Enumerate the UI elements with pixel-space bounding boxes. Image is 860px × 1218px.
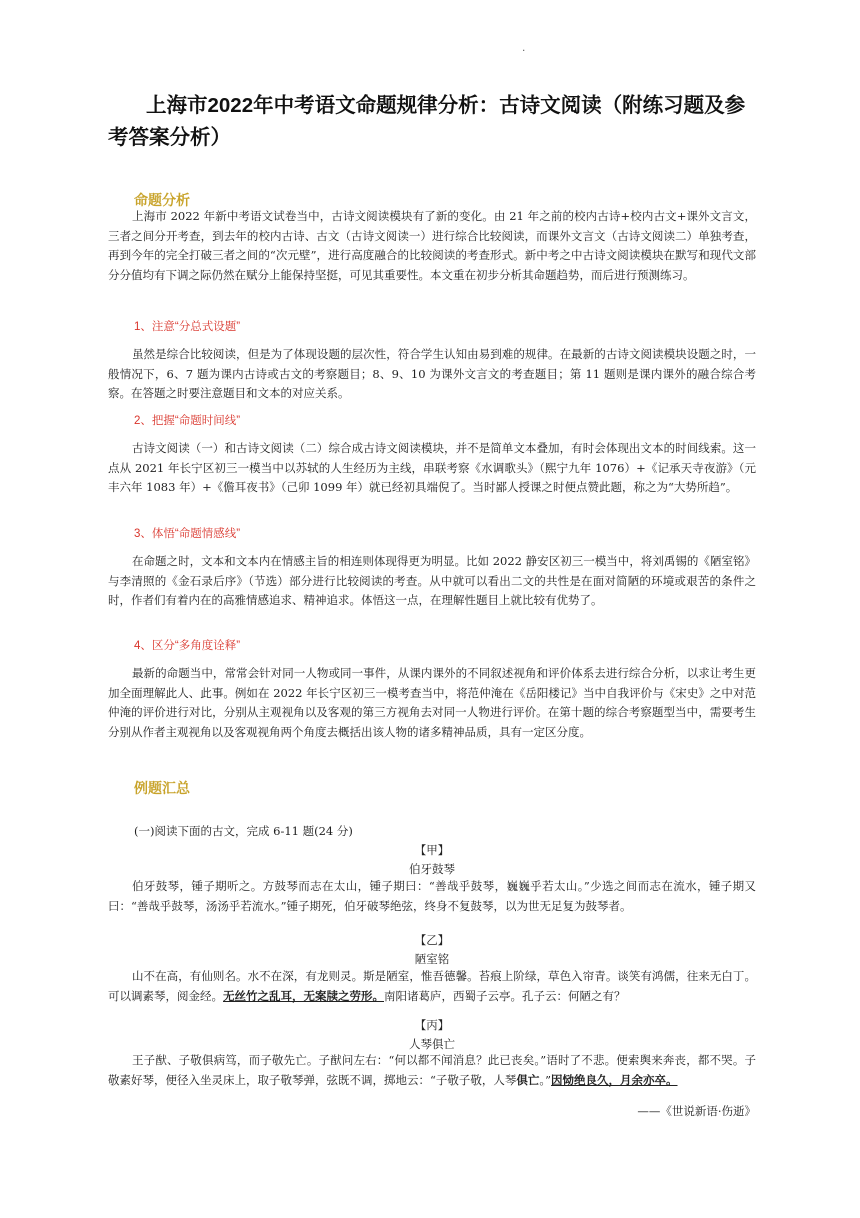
point-3-title: 3、体悟“命题情感线”	[134, 528, 241, 540]
passage-yi-text: 山不在高，有仙则名。水不在深，有龙则灵。斯是陋室，惟吾德馨。苔痕上阶绿，草色入帘青。谈笑有鸿儒，往来无白丁。可以调素琴，阅金经。无丝竹之乱耳，无案牍之劳形。南阳诸葛庐，西蜀子云亭。孔子云：何陋之有？	[108, 969, 756, 1003]
point-1-title: 1、注意“分总式设题”	[134, 321, 241, 333]
passage-yi-title: 陋室铭	[414, 952, 450, 966]
passage-bing-title: 人琴俱亡	[409, 1037, 455, 1051]
passage-jia-text: 伯牙鼓琴，锺子期听之。方鼓琴而志在太山，锺子期曰：“善哉乎鼓琴，巍巍乎若太山。”少选之间而志在流水，锺子期又曰：“善哉乎鼓琴，汤汤乎若流水。”锺子期死，伯牙破琴绝弦，终身不复鼓琴，以为世无足复为鼓琴者。	[108, 879, 756, 913]
section-heading-examples: 例题汇总	[134, 780, 190, 796]
passage-jia-title: 伯牙鼓琴	[409, 862, 455, 876]
underlined-sentence: 因恸绝良久，月余亦卒。	[551, 1072, 678, 1087]
passage-jia-label: 【甲】	[414, 843, 450, 857]
passage-bing-label: 【丙】	[414, 1018, 450, 1032]
question-intro: (一)阅读下面的古文，完成 6-11 题(24 分)	[134, 824, 353, 838]
point-2-text: 古诗文阅读（一）和古诗文阅读（二）综合成古诗文阅读模块，并不是简单文本叠加，有时会体现出文本的时间线索。这一点从 2021 年长宁区初三一模当中以苏轼的人生经历为主线，串联考察《水调歌头》（熙宁九年 1076）+《记承天寺夜游》（元丰六年 1083 年）+《儋耳夜书》（己卯 1099 年）就已经初具端倪了。当时鄙人授课之时便点赞此题，称之为“大势所趋”。	[108, 441, 756, 494]
underlined-sentence: 无丝竹之乱耳，无案牍之劳形。	[223, 988, 384, 1003]
header-mark: .	[522, 40, 526, 54]
point-1-text: 虽然是综合比较阅读，但是为了体现设题的层次性，符合学生认知由易到难的规律。在最新的古诗文阅读模块设题之时，一般情况下，6、7 题为课内古诗或古文的考察题目；8、9、10 为课外文言文的考查题目；第 11 题则是课内课外的融合综合考察。在答题之时要注意题目和文本的对应关系。	[108, 347, 756, 400]
section-heading-analysis: 命题分析	[134, 192, 190, 208]
analysis-intro: 上海市 2022 年新中考语文试卷当中，古诗文阅读模块有了新的变化。由 21 年之前的校内古诗+校内古文+课外文言文，三者之间分开考查，到去年的校内古诗、古文（古诗文阅读一）进行综合比较阅读，而课外文言文（古诗文阅读二）单独考查，再到今年的完全打破三者之间的“次元壁”，进行高度融合的比较阅读的考查形式。新中考之中古诗文阅读模块在默写和现代文部分分值均有下调之际仍然在赋分上能保持坚挺，可见其重要性。本文重在初步分析其命题趋势，而后进行预测练习。	[108, 209, 756, 282]
point-4-text: 最新的命题当中，常常会针对同一人物或同一事件，从课内课外的不同叙述视角和评价体系去进行综合分析，以求让考生更加全面理解此人、此事。例如在 2022 年长宁区初三一模考查当中，将范仲淹在《岳阳楼记》当中自我评价与《宋史》之中对范仲淹的评价进行对比，分别从主观视角以及客观的第三方视角去对同一人物进行评价。在第十题的综合考察题型当中，需要考生分别从作者主观视角以及客观视角两个角度去概括出该人物的诸多精神品质，具有一定区分度。	[108, 666, 756, 739]
point-2-title: 2、把握“命题时间线”	[134, 415, 241, 427]
passage-source: ——《世说新语·伤逝》	[637, 1104, 756, 1118]
point-4-title: 4、区分“多角度诠释”	[134, 640, 241, 652]
point-3-text: 在命题之时，文本和文本内在情感主旨的相连则体现得更为明显。比如 2022 静安区初三一模当中，将刘禹锡的《陋室铭》与李清照的《金石录后序》（节选）部分进行比较阅读的考查。从中就可以看出二文的共性是在面对简陋的环境或艰苦的条件之时，作者们有着内在的高雅情感追求、精神追求。体悟这一点，在理解性题目上就比较有优势了。	[108, 554, 756, 607]
passage-bing-text: 王子猷、子敬俱病笃，而子敬先亡。子猷问左右：“何以都不闻消息？此已丧矣。”语时了不悲。便索舆来奔丧，都不哭。子敬素好琴，便径入坐灵床上，取子敬琴弹，弦既不调，掷地云：“子敬子敬，人琴俱亡。”因恸绝良久，月余亦卒。	[108, 1053, 756, 1087]
page-title: 上海市2022年中考语文命题规律分析：古诗文阅读（附练习题及参考答案分析）	[108, 94, 746, 149]
passage-yi-label: 【乙】	[414, 933, 450, 947]
